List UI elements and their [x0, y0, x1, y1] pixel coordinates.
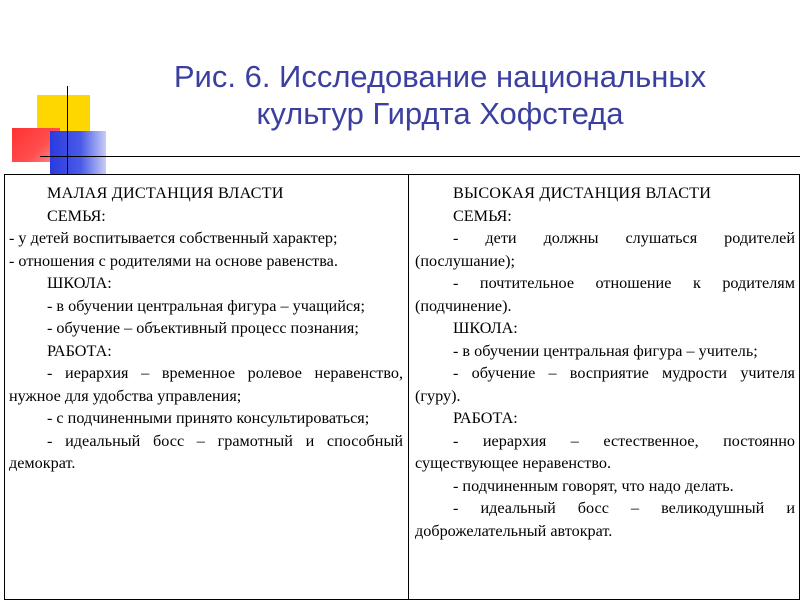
- section-label-work: РАБОТА:: [47, 341, 112, 360]
- high-power-distance-column: [409, 175, 799, 599]
- section-label-family: СЕМЬЯ:: [453, 206, 512, 225]
- list-item: - в обучении центральная фигура – учитель;: [453, 341, 758, 360]
- decor-blue-square: [50, 131, 106, 175]
- list-item: - идеальный босс – великодушный и доброжелательный автократ.: [415, 499, 795, 540]
- list-item: - идеальный босс – грамотный и способный демократ.: [9, 431, 403, 472]
- title-line-2: культур Гирдта Хофстеда: [256, 96, 624, 131]
- list-item: - иерархия – временное ролевое неравенство, нужное для удобства управления;: [9, 364, 403, 405]
- section-label-school: ШКОЛА:: [453, 319, 518, 337]
- list-item: - в обучении центральная фигура – учащийся;: [47, 296, 365, 315]
- section-label-family: СЕМЬЯ:: [47, 206, 106, 225]
- list-item: - почтительное отношение к родителям (подчинение).: [415, 274, 795, 315]
- column-heading: ВЫСОКАЯ ДИСТАНЦИЯ ВЛАСТИ: [453, 184, 712, 202]
- section-label-work: РАБОТА:: [453, 409, 518, 427]
- list-item: - отношения с родителями на основе равенства.: [9, 251, 338, 270]
- list-item: - обучение – объективный процесс познания;: [47, 319, 359, 337]
- list-item: - у детей воспитывается собственный характер;: [9, 229, 338, 247]
- list-item: - обучение – восприятие мудрости учителя (гуру).: [415, 364, 795, 405]
- list-item: - дети должны слушаться родителей (послушание);: [415, 229, 795, 270]
- list-item: - подчиненным говорят, что надо делать.: [453, 476, 734, 495]
- slide-title: [110, 58, 770, 132]
- title-line-1: Рис. 6. Исследование национальных: [173, 59, 707, 94]
- decor-horizontal-line: [40, 156, 800, 157]
- list-item: - с подчиненными принято консультироваться;: [47, 409, 370, 427]
- section-label-school: ШКОЛА:: [47, 274, 112, 292]
- decor-vertical-line: [67, 86, 68, 174]
- low-power-distance-column: [5, 175, 409, 599]
- column-heading: МАЛАЯ ДИСТАНЦИЯ ВЛАСТИ: [47, 184, 284, 202]
- comparison-table: [4, 174, 800, 600]
- list-item: - иерархия – естественное, постоянно существующее неравенство.: [415, 431, 795, 472]
